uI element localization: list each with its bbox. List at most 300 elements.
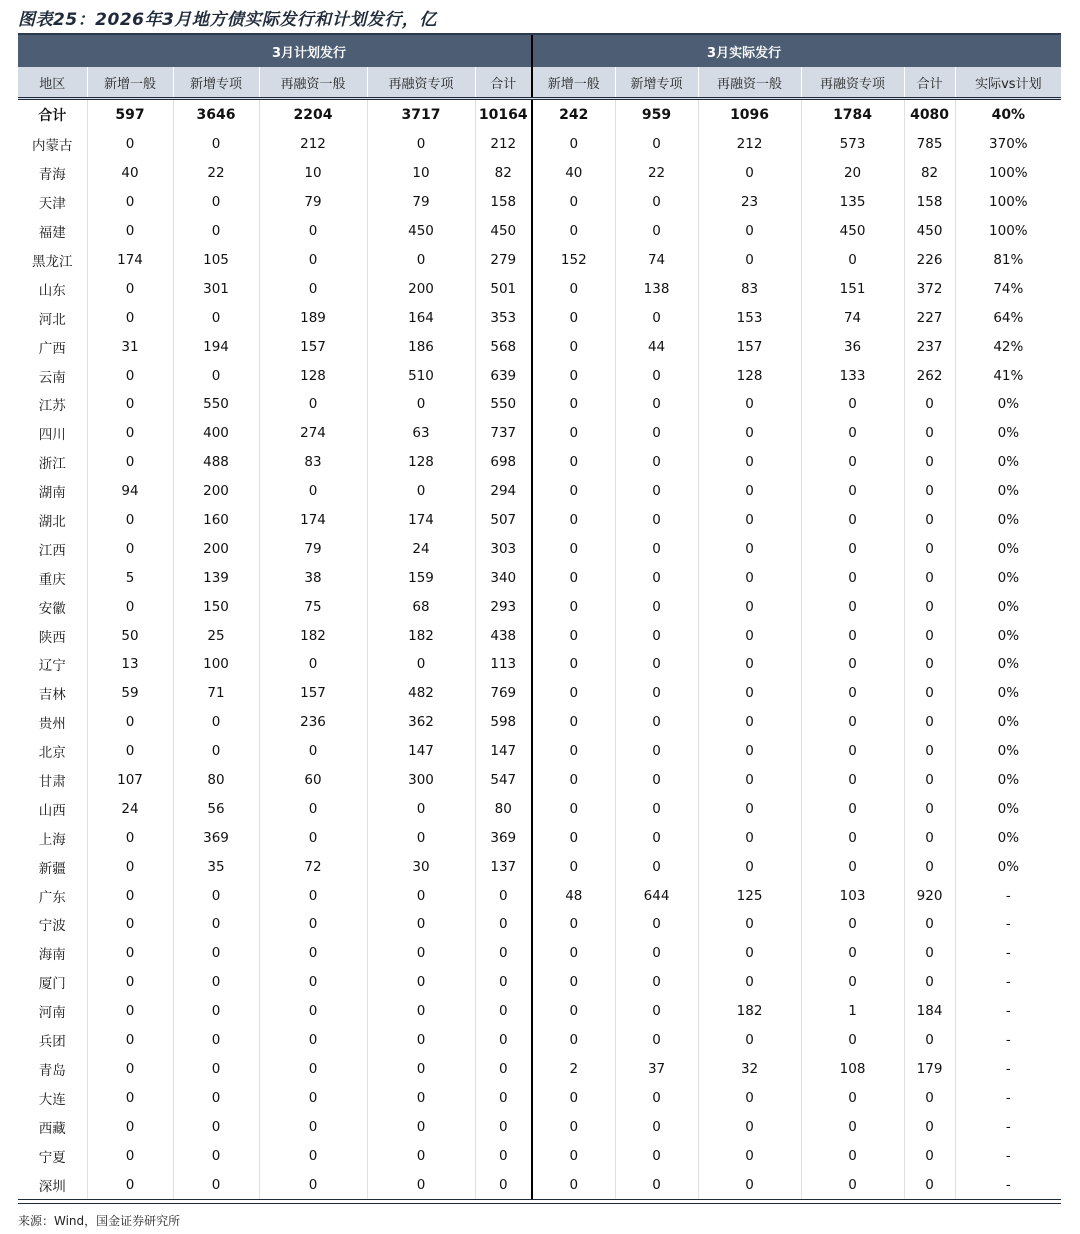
value-cell: 0: [87, 361, 173, 390]
value-cell: 0: [259, 997, 367, 1026]
value-cell: 0: [801, 448, 904, 477]
value-cell: 0: [532, 390, 615, 419]
value-cell: 568: [475, 332, 532, 361]
value-cell: 0: [532, 708, 615, 737]
value-cell: 0: [173, 361, 259, 390]
region-cell: 深圳: [38, 1178, 66, 1195]
value-cell: 0: [615, 621, 698, 650]
value-cell: 0%: [955, 477, 1061, 506]
value-cell: 0: [615, 823, 698, 852]
value-cell: 0: [904, 968, 955, 997]
value-cell: 0: [532, 1083, 615, 1112]
value-cell: 0: [904, 766, 955, 795]
region-cell: 兵团: [38, 1034, 66, 1051]
value-cell: 0: [615, 910, 698, 939]
value-cell: 0: [904, 939, 955, 968]
value-cell: 242: [532, 99, 615, 131]
table-row: [18, 766, 1061, 795]
column-header: 合计: [904, 67, 955, 99]
value-cell: 0: [173, 130, 259, 159]
value-cell: 0: [87, 1141, 173, 1170]
value-cell: 50: [87, 621, 173, 650]
value-cell: 0: [475, 968, 532, 997]
value-cell: 0: [801, 708, 904, 737]
value-cell: 0: [173, 303, 259, 332]
value-cell: 0: [367, 477, 475, 506]
region-cell: 江苏: [38, 398, 66, 415]
value-cell: 0: [87, 188, 173, 217]
value-cell: 3646: [173, 99, 259, 131]
value-cell: 0: [259, 217, 367, 246]
value-cell: 0: [367, 910, 475, 939]
value-cell: 369: [173, 823, 259, 852]
value-cell: 0: [173, 708, 259, 737]
value-cell: 0: [87, 1083, 173, 1112]
value-cell: 0: [532, 852, 615, 881]
value-cell: 107: [87, 766, 173, 795]
value-cell: 0: [801, 1083, 904, 1112]
value-cell: -: [955, 1055, 1061, 1084]
value-cell: 769: [475, 679, 532, 708]
region-cell: 广西: [38, 340, 66, 357]
value-cell: -: [955, 1026, 1061, 1055]
value-cell: 2204: [259, 99, 367, 131]
value-cell: 0: [904, 621, 955, 650]
value-cell: 0: [259, 274, 367, 303]
value-cell: 0: [615, 968, 698, 997]
value-cell: 362: [367, 708, 475, 737]
value-cell: 0: [801, 679, 904, 708]
value-cell: 0: [615, 766, 698, 795]
value-cell: 0: [475, 1112, 532, 1141]
value-cell: 0: [698, 159, 801, 188]
value-cell: 0: [259, 390, 367, 419]
value-cell: 38: [259, 563, 367, 592]
value-cell: 0: [87, 1170, 173, 1199]
value-cell: 0: [698, 621, 801, 650]
value-cell: 0: [367, 246, 475, 275]
value-cell: 30: [367, 852, 475, 881]
value-cell: 0: [87, 448, 173, 477]
value-cell: 164: [367, 303, 475, 332]
table-row: [18, 968, 1061, 997]
value-cell: 303: [475, 534, 532, 563]
value-cell: 200: [173, 477, 259, 506]
column-header: 地区: [18, 67, 87, 99]
table-row: [18, 1026, 1061, 1055]
value-cell: 0%: [955, 419, 1061, 448]
value-cell: 0: [367, 1141, 475, 1170]
value-cell: 82: [475, 159, 532, 188]
value-cell: 0: [698, 708, 801, 737]
value-cell: 698: [475, 448, 532, 477]
value-cell: 71: [173, 679, 259, 708]
value-cell: 450: [801, 217, 904, 246]
value-cell: 74%: [955, 274, 1061, 303]
value-cell: 0: [259, 1083, 367, 1112]
value-cell: 0: [532, 939, 615, 968]
value-cell: 1: [801, 997, 904, 1026]
region-cell: 广东: [38, 889, 66, 906]
table-row: [18, 650, 1061, 679]
value-cell: 0: [259, 1026, 367, 1055]
value-cell: 22: [615, 159, 698, 188]
value-cell: 0: [904, 1112, 955, 1141]
value-cell: 0: [698, 766, 801, 795]
value-cell: 174: [87, 246, 173, 275]
value-cell: 0: [615, 361, 698, 390]
value-cell: 0: [173, 1141, 259, 1170]
value-cell: 0%: [955, 592, 1061, 621]
value-cell: 0: [904, 737, 955, 766]
value-cell: 0: [801, 1026, 904, 1055]
value-cell: 0: [698, 1026, 801, 1055]
value-cell: 0: [801, 910, 904, 939]
value-cell: 0: [87, 419, 173, 448]
table-row: [18, 1055, 1061, 1084]
value-cell: 94: [87, 477, 173, 506]
value-cell: 482: [367, 679, 475, 708]
value-cell: 369: [475, 823, 532, 852]
value-cell: 10: [259, 159, 367, 188]
value-cell: 0: [475, 910, 532, 939]
value-cell: 0: [532, 534, 615, 563]
value-cell: 74: [801, 303, 904, 332]
column-header: 合计: [475, 67, 532, 99]
value-cell: 100%: [955, 159, 1061, 188]
column-header: 新增一般: [532, 67, 615, 99]
value-cell: 0: [615, 592, 698, 621]
value-cell: 5: [87, 563, 173, 592]
value-cell: 0: [532, 823, 615, 852]
group-header-blank: [18, 35, 87, 67]
value-cell: 0: [698, 939, 801, 968]
value-cell: 0: [532, 506, 615, 535]
value-cell: 639: [475, 361, 532, 390]
value-cell: 0: [801, 650, 904, 679]
value-cell: 507: [475, 506, 532, 535]
value-cell: 0: [615, 1112, 698, 1141]
value-cell: 644: [615, 881, 698, 910]
value-cell: 279: [475, 246, 532, 275]
value-cell: 48: [532, 881, 615, 910]
value-cell: 0: [698, 534, 801, 563]
value-cell: 20: [801, 159, 904, 188]
value-cell: 0: [801, 419, 904, 448]
value-cell: 0: [615, 1170, 698, 1199]
value-cell: 182: [698, 997, 801, 1026]
value-cell: 0: [904, 1083, 955, 1112]
value-cell: 0: [173, 217, 259, 246]
table-row: [18, 477, 1061, 506]
value-cell: 3717: [367, 99, 475, 131]
value-cell: 0: [801, 794, 904, 823]
value-cell: 0: [173, 1026, 259, 1055]
value-cell: 0: [698, 1170, 801, 1199]
value-cell: 226: [904, 246, 955, 275]
value-cell: 438: [475, 621, 532, 650]
value-cell: 0: [475, 1083, 532, 1112]
value-cell: 0: [615, 506, 698, 535]
value-cell: 160: [173, 506, 259, 535]
value-cell: 147: [367, 737, 475, 766]
value-cell: 157: [698, 332, 801, 361]
value-cell: 0: [367, 1055, 475, 1084]
value-cell: 0: [698, 1083, 801, 1112]
value-cell: 450: [475, 217, 532, 246]
region-cell: 湖南: [38, 485, 66, 502]
value-cell: 0: [173, 737, 259, 766]
value-cell: 151: [801, 274, 904, 303]
value-cell: -: [955, 1141, 1061, 1170]
value-cell: 0%: [955, 448, 1061, 477]
value-cell: 550: [173, 390, 259, 419]
value-cell: 2: [532, 1055, 615, 1084]
table-row: [18, 1170, 1061, 1199]
value-cell: -: [955, 968, 1061, 997]
value-cell: 0: [615, 534, 698, 563]
value-cell: 0%: [955, 679, 1061, 708]
value-cell: 10164: [475, 99, 532, 131]
value-cell: 200: [367, 274, 475, 303]
region-cell: 山东: [38, 282, 66, 299]
value-cell: 501: [475, 274, 532, 303]
value-cell: 212: [259, 130, 367, 159]
value-cell: 0%: [955, 766, 1061, 795]
value-cell: 0: [367, 1083, 475, 1112]
value-cell: 0: [87, 592, 173, 621]
value-cell: 0: [904, 592, 955, 621]
issuance-table: [18, 35, 1061, 1199]
value-cell: 31: [87, 332, 173, 361]
value-cell: 0: [801, 1112, 904, 1141]
value-cell: 100%: [955, 188, 1061, 217]
value-cell: 0: [532, 737, 615, 766]
value-cell: 0: [87, 910, 173, 939]
value-cell: 0: [87, 1026, 173, 1055]
value-cell: 79: [259, 188, 367, 217]
value-cell: 0: [259, 1141, 367, 1170]
value-cell: 113: [475, 650, 532, 679]
value-cell: 0: [475, 997, 532, 1026]
value-cell: 0: [173, 1170, 259, 1199]
value-cell: 80: [475, 794, 532, 823]
value-cell: 153: [698, 303, 801, 332]
group-header-actual: 3月实际发行: [532, 35, 955, 67]
value-cell: 0: [532, 766, 615, 795]
value-cell: 0: [259, 1170, 367, 1199]
value-cell: 0: [367, 968, 475, 997]
value-cell: 737: [475, 419, 532, 448]
table-row: [18, 794, 1061, 823]
region-cell: 江西: [38, 542, 66, 559]
table-row: [18, 621, 1061, 650]
column-header: 新增专项: [173, 67, 259, 99]
value-cell: 0: [904, 419, 955, 448]
region-cell: 河北: [38, 311, 66, 328]
value-cell: 0: [87, 939, 173, 968]
value-cell: 32: [698, 1055, 801, 1084]
value-cell: 100%: [955, 217, 1061, 246]
region-cell: 云南: [38, 369, 66, 386]
value-cell: 179: [904, 1055, 955, 1084]
value-cell: 182: [259, 621, 367, 650]
table-row: [18, 217, 1061, 246]
table-row: [18, 881, 1061, 910]
value-cell: 0: [532, 563, 615, 592]
region-cell: 吉林: [38, 687, 66, 704]
value-cell: 0: [532, 477, 615, 506]
value-cell: 0: [475, 1055, 532, 1084]
value-cell: 550: [475, 390, 532, 419]
value-cell: -: [955, 1170, 1061, 1199]
value-cell: 35: [173, 852, 259, 881]
value-cell: 0: [801, 506, 904, 535]
value-cell: 0: [87, 997, 173, 1026]
value-cell: 0: [801, 968, 904, 997]
value-cell: 44: [615, 332, 698, 361]
value-cell: 0: [801, 939, 904, 968]
value-cell: 83: [259, 448, 367, 477]
value-cell: 0%: [955, 794, 1061, 823]
value-cell: 0: [87, 390, 173, 419]
value-cell: 0: [904, 910, 955, 939]
value-cell: 22: [173, 159, 259, 188]
value-cell: 0%: [955, 534, 1061, 563]
value-cell: 0%: [955, 823, 1061, 852]
value-cell: 0: [615, 794, 698, 823]
value-cell: 0: [173, 881, 259, 910]
value-cell: 293: [475, 592, 532, 621]
value-cell: 0: [801, 477, 904, 506]
value-cell: 0: [259, 823, 367, 852]
value-cell: 0: [615, 708, 698, 737]
value-cell: 174: [367, 506, 475, 535]
value-cell: 353: [475, 303, 532, 332]
value-cell: 0: [904, 506, 955, 535]
value-cell: 41%: [955, 361, 1061, 390]
value-cell: 0: [698, 506, 801, 535]
value-cell: 0: [615, 737, 698, 766]
value-cell: 150: [173, 592, 259, 621]
value-cell: 0: [173, 939, 259, 968]
region-cell: 海南: [38, 947, 66, 964]
value-cell: 0: [904, 390, 955, 419]
value-cell: 0: [801, 1170, 904, 1199]
value-cell: 0: [367, 997, 475, 1026]
value-cell: 0: [173, 968, 259, 997]
value-cell: 0: [615, 477, 698, 506]
region-cell: 甘肃: [38, 774, 66, 791]
group-header-plan: 3月计划发行: [87, 35, 532, 67]
value-cell: 63: [367, 419, 475, 448]
value-cell: 0: [698, 246, 801, 275]
region-cell: 厦门: [38, 976, 66, 993]
value-cell: 0: [904, 679, 955, 708]
value-cell: 0: [173, 1055, 259, 1084]
region-cell: 贵州: [38, 716, 66, 733]
value-cell: -: [955, 939, 1061, 968]
value-cell: 0: [698, 1141, 801, 1170]
value-cell: 0: [532, 419, 615, 448]
value-cell: 0: [698, 1112, 801, 1141]
value-cell: 79: [259, 534, 367, 563]
value-cell: 0%: [955, 621, 1061, 650]
value-cell: 300: [367, 766, 475, 795]
value-cell: 152: [532, 246, 615, 275]
value-cell: 0: [173, 1112, 259, 1141]
value-cell: 0%: [955, 737, 1061, 766]
value-cell: 184: [904, 997, 955, 1026]
value-cell: 82: [904, 159, 955, 188]
value-cell: 0: [698, 679, 801, 708]
value-cell: 0: [367, 794, 475, 823]
value-cell: 0: [173, 1083, 259, 1112]
value-cell: 64%: [955, 303, 1061, 332]
value-cell: 0: [259, 910, 367, 939]
value-cell: 400: [173, 419, 259, 448]
value-cell: 0: [904, 1170, 955, 1199]
chart-title: 图表25：2026年3月地方债实际发行和计划发行，亿: [18, 10, 437, 30]
value-cell: 0: [532, 997, 615, 1026]
region-cell: 青海: [38, 167, 66, 184]
value-cell: 139: [173, 563, 259, 592]
value-cell: 135: [801, 188, 904, 217]
value-cell: 74: [615, 246, 698, 275]
value-cell: 0: [367, 1026, 475, 1055]
value-cell: 159: [367, 563, 475, 592]
value-cell: 81%: [955, 246, 1061, 275]
value-cell: 157: [259, 332, 367, 361]
value-cell: 0: [475, 881, 532, 910]
value-cell: 0: [87, 968, 173, 997]
value-cell: 0%: [955, 563, 1061, 592]
value-cell: 0: [615, 217, 698, 246]
value-cell: 0: [87, 1055, 173, 1084]
value-cell: 0: [698, 419, 801, 448]
value-cell: 157: [259, 679, 367, 708]
value-cell: 340: [475, 563, 532, 592]
value-cell: 0: [475, 1141, 532, 1170]
region-cell: 宁波: [38, 918, 66, 935]
column-header: 实际vs计划: [955, 67, 1061, 99]
region-cell: 上海: [38, 831, 66, 848]
value-cell: 0: [698, 650, 801, 679]
value-cell: 0: [367, 390, 475, 419]
region-cell: 陕西: [38, 629, 66, 646]
table-row: [18, 534, 1061, 563]
value-cell: 40: [532, 159, 615, 188]
value-cell: 59: [87, 679, 173, 708]
value-cell: 0: [87, 534, 173, 563]
region-cell: 大连: [38, 1091, 66, 1108]
value-cell: 0: [87, 737, 173, 766]
value-cell: 0: [259, 881, 367, 910]
column-header: 再融资一般: [698, 67, 801, 99]
value-cell: 24: [367, 534, 475, 563]
value-cell: 0: [259, 968, 367, 997]
value-cell: 0: [904, 708, 955, 737]
value-cell: 0: [904, 794, 955, 823]
value-cell: 133: [801, 361, 904, 390]
value-cell: 1784: [801, 99, 904, 131]
value-cell: 174: [259, 506, 367, 535]
value-cell: 0: [904, 563, 955, 592]
value-cell: 0: [87, 506, 173, 535]
value-cell: 597: [87, 99, 173, 131]
value-cell: 0%: [955, 390, 1061, 419]
value-cell: 0: [698, 794, 801, 823]
